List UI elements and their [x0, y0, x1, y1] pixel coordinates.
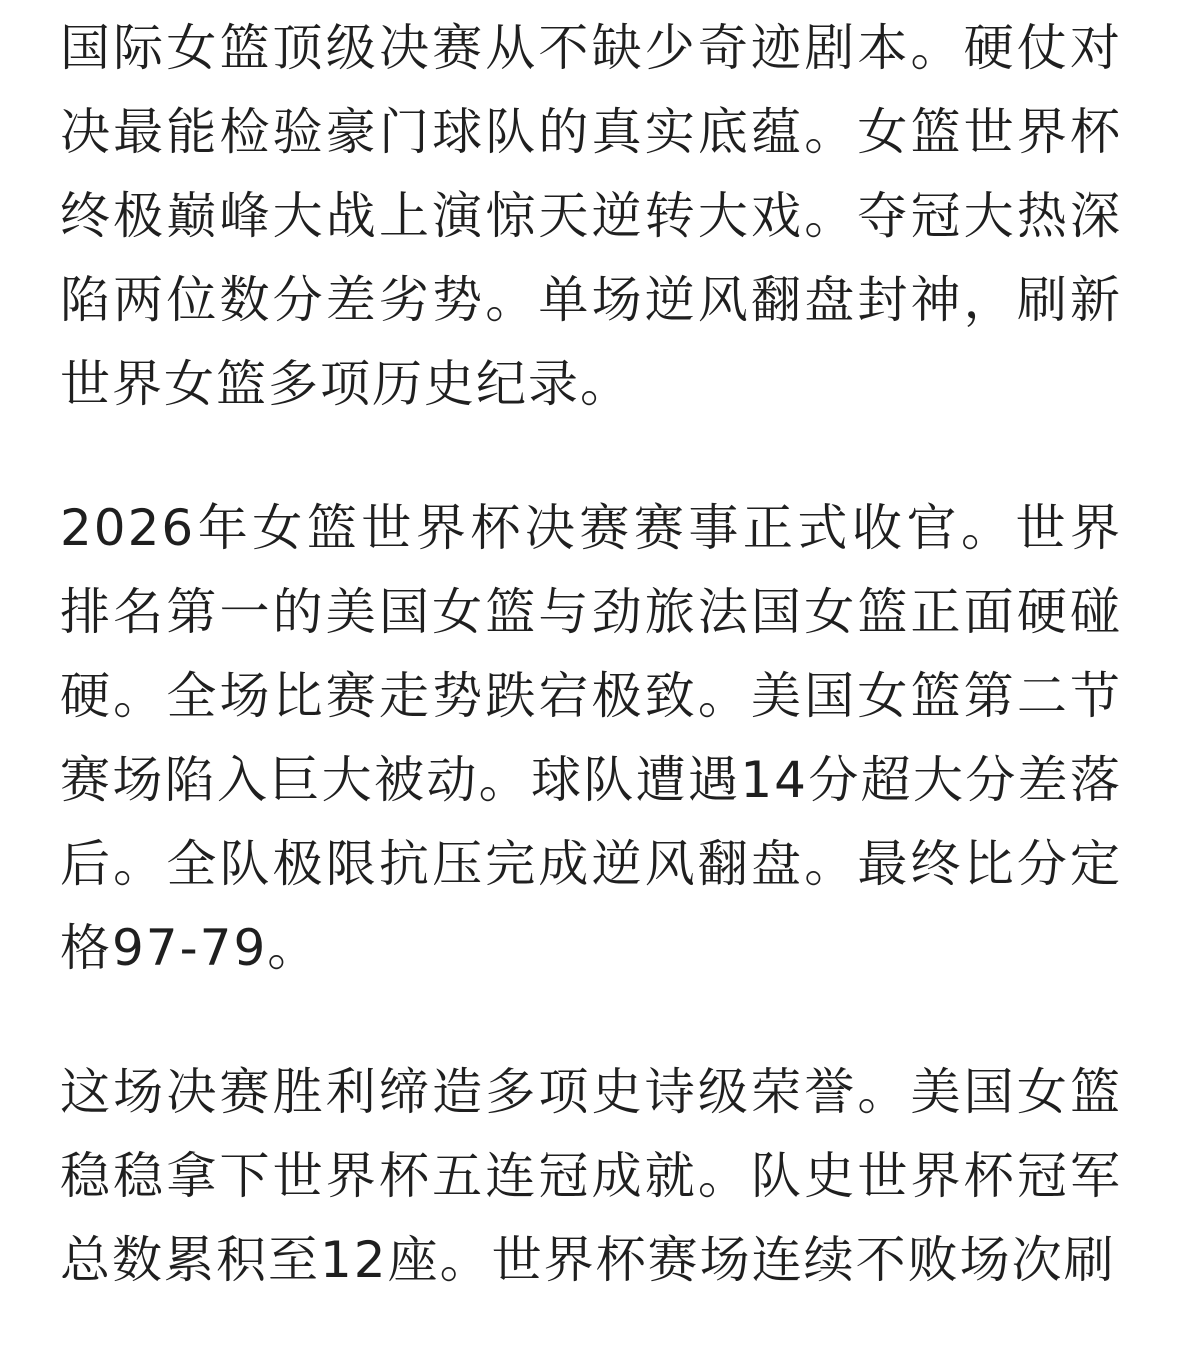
article-body — [60, 6, 1122, 1302]
article-paragraph-2: 2026年女篮世界杯决赛赛事正式收官。世界排名第一的美国女篮与劲旅法国女篮正面硬碰硬。全场比赛走势跌宕极致。美国女篮第二节赛场陷入巨大被动。球队遭遇14分超大分差落后。全队极限抗压完成逆风翻盘。最终比分定格97-79。 — [60, 499, 1122, 977]
article-paragraph-1: 国际女篮顶级决赛从不缺少奇迹剧本。硬仗对决最能检验豪门球队的真实底蕴。女篮世界杯终极巅峰大战上演惊天逆转大戏。夺冠大热深陷两位数分差劣势。单场逆风翻盘封神，刷新世界女篮多项历史纪录。 — [60, 19, 1122, 413]
article-paragraph-3: 这场决赛胜利缔造多项史诗级荣誉。美国女篮稳稳拿下世界杯五连冠成就。队史世界杯冠军总数累积至12座。世界杯赛场连续不败场次刷 — [60, 1063, 1122, 1289]
